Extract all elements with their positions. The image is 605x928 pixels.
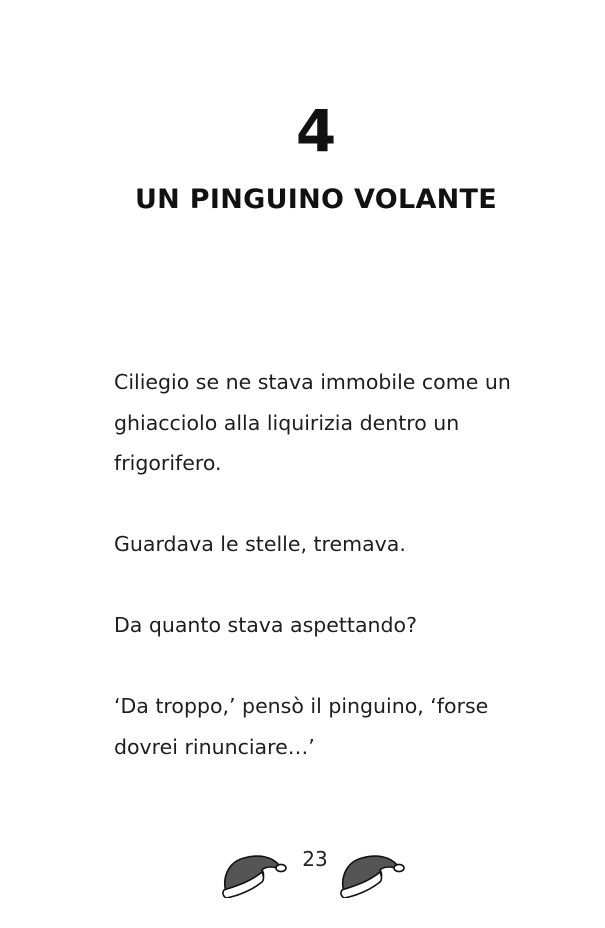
page-number: 23	[302, 847, 328, 871]
chapter-body	[114, 362, 534, 767]
santa-hat-icon	[336, 846, 406, 898]
paragraph: Ciliegio se ne stava immobile come un ghiacciolo alla liquirizia dentro un frigorifero.	[114, 370, 511, 475]
page-footer	[0, 838, 605, 898]
chapter-number: 4	[295, 97, 337, 165]
chapter-title: UN PINGUINO VOLANTE	[134, 184, 498, 215]
paragraph: ‘Da troppo,’ pensò il pinguino, ‘forse dovrei rinunciare…’	[114, 694, 489, 759]
paragraph: Da quanto stava aspettando?	[114, 613, 417, 637]
paragraph: Guardava le stelle, tremava.	[114, 532, 406, 556]
santa-hat-icon	[218, 846, 288, 898]
